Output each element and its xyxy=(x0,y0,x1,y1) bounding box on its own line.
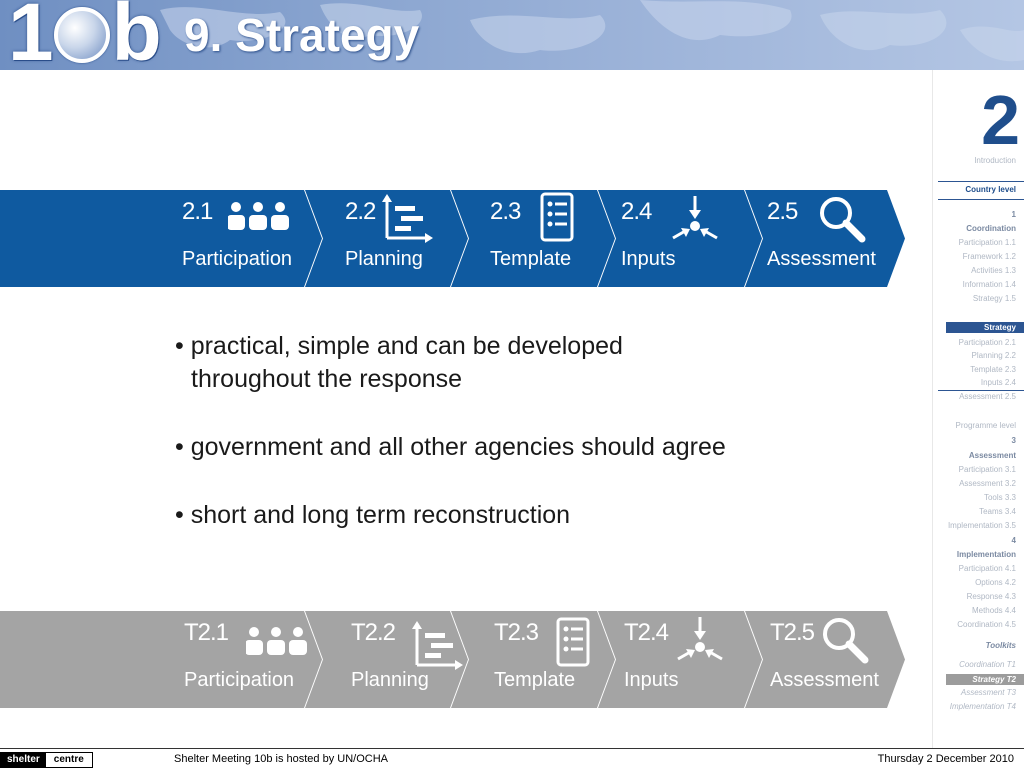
sidebar-item-assessment-3-2[interactable]: Assessment 3.2 xyxy=(959,479,1016,488)
sidebar-item-framework-1-2[interactable]: Framework 1.2 xyxy=(962,252,1016,261)
sidebar-item-implementation[interactable]: Implementation xyxy=(956,550,1016,559)
step-2-4[interactable] xyxy=(621,190,771,287)
step-label: Assessment xyxy=(767,248,876,270)
sidebar-item-implementation-3-5[interactable]: Implementation 3.5 xyxy=(947,521,1016,530)
bullet-item: • short and long term reconstruction xyxy=(175,501,571,529)
step-2-1[interactable] xyxy=(182,190,332,287)
sidebar-item-information-1-4[interactable]: Information 1.4 xyxy=(962,280,1016,289)
step-2-2[interactable] xyxy=(345,190,495,287)
sidebar-item-strategy[interactable]: Strategy xyxy=(946,322,1024,333)
step-t2-5[interactable] xyxy=(770,611,920,708)
step-label: Template xyxy=(490,248,572,270)
step-number: 2.1 xyxy=(182,198,213,225)
page-title: 9. Strategy xyxy=(184,9,420,61)
sidebar-divider xyxy=(938,181,1024,182)
bullet-item: • practical, simple and can be developed throughout the response xyxy=(175,332,623,393)
sidebar-item-coordination-4-5[interactable]: Coordination 4.5 xyxy=(957,620,1016,629)
sidebar-item-implementation-t4[interactable]: Implementation T4 xyxy=(949,702,1016,711)
step-label: Assessment xyxy=(770,669,879,691)
toolkit-steps-band xyxy=(0,611,905,708)
step-t2-4[interactable] xyxy=(624,611,774,708)
step-2-5[interactable] xyxy=(767,190,917,287)
step-t2-2[interactable] xyxy=(351,611,501,708)
step-label: Planning xyxy=(345,248,423,270)
globe-icon xyxy=(54,7,110,63)
step-number: T2.1 xyxy=(184,619,229,646)
step-t2-3[interactable] xyxy=(494,611,644,708)
bullet-list xyxy=(175,330,875,567)
event-logo: 1 b xyxy=(8,0,160,70)
bullet-item: • government and all other agencies should agree xyxy=(175,433,726,461)
sidebar-item-planning-2-2[interactable]: Planning 2.2 xyxy=(971,351,1016,360)
footer-host-text: Shelter Meeting 10b is hosted by UN/OCHA xyxy=(174,753,388,765)
sidebar-item-4[interactable]: 4 xyxy=(1011,536,1016,545)
sidebar-item-methods-4-4[interactable]: Methods 4.4 xyxy=(971,606,1016,615)
section-sidebar xyxy=(932,70,1024,748)
sidebar-item-country-level[interactable]: Country level xyxy=(965,185,1016,194)
sidebar-item-coordination-t1[interactable]: Coordination T1 xyxy=(959,660,1016,669)
step-number: 2.3 xyxy=(490,198,521,225)
sidebar-item-coordination[interactable]: Coordination xyxy=(966,224,1016,233)
sidebar-item-participation-4-1[interactable]: Participation 4.1 xyxy=(958,564,1016,573)
sidebar-item-assessment-t3[interactable]: Assessment T3 xyxy=(960,688,1016,697)
sidebar-item-strategy-t2[interactable]: Strategy T2 xyxy=(946,674,1024,685)
step-number: T2.4 xyxy=(624,619,669,646)
step-number: 2.4 xyxy=(621,198,652,225)
sidebar-item-inputs-2-4[interactable]: Inputs 2.4 xyxy=(980,378,1016,387)
shelter-centre-logo: shelter centre xyxy=(0,752,93,768)
sidebar-item-strategy-1-5[interactable]: Strategy 1.5 xyxy=(972,294,1016,303)
sidebar-item-participation-3-1[interactable]: Participation 3.1 xyxy=(958,465,1016,474)
step-label: Planning xyxy=(351,669,429,691)
section-number: 2 xyxy=(981,81,1020,159)
sidebar-item-1[interactable]: 1 xyxy=(1011,210,1016,219)
step-t2-1[interactable] xyxy=(184,611,334,708)
sidebar-item-participation-1-1[interactable]: Participation 1.1 xyxy=(958,238,1016,247)
sidebar-item-options-4-2[interactable]: Options 4.2 xyxy=(975,578,1016,587)
sidebar-divider xyxy=(938,199,1024,200)
step-number: 2.5 xyxy=(767,198,798,225)
step-number: T2.2 xyxy=(351,619,396,646)
sidebar-item-response-4-3[interactable]: Response 4.3 xyxy=(966,592,1016,601)
strategy-steps-band xyxy=(0,190,905,287)
step-number: 2.2 xyxy=(345,198,376,225)
sidebar-divider xyxy=(938,390,1024,391)
step-label: Template xyxy=(494,669,576,691)
step-label: Inputs xyxy=(621,248,676,270)
step-2-3[interactable] xyxy=(490,190,640,287)
header-banner xyxy=(0,0,1024,70)
sidebar-item-assessment-2-5[interactable]: Assessment 2.5 xyxy=(959,392,1016,401)
sidebar-item-tools-3-3[interactable]: Tools 3.3 xyxy=(983,493,1016,502)
sidebar-item-introduction[interactable]: Introduction xyxy=(974,156,1016,165)
step-number: T2.5 xyxy=(770,619,815,646)
footer xyxy=(0,748,1024,768)
sidebar-item-template-2-3[interactable]: Template 2.3 xyxy=(970,365,1016,374)
sidebar-item-activities-1-3[interactable]: Activities 1.3 xyxy=(971,266,1016,275)
footer-date: Thursday 2 December 2010 xyxy=(877,753,1014,765)
step-number: T2.3 xyxy=(494,619,539,646)
sidebar-item-teams-3-4[interactable]: Teams 3.4 xyxy=(979,507,1016,516)
step-label: Participation xyxy=(182,248,293,270)
sidebar-item-toolkits[interactable]: Toolkits xyxy=(985,641,1016,650)
sidebar-item-assessment[interactable]: Assessment xyxy=(968,451,1016,460)
sidebar-item-programme-level[interactable]: Programme level xyxy=(955,421,1016,430)
sidebar-item-participation-2-1[interactable]: Participation 2.1 xyxy=(958,338,1016,347)
step-label: Participation xyxy=(184,669,295,691)
sidebar-item-3[interactable]: 3 xyxy=(1011,436,1016,445)
step-label: Inputs xyxy=(624,669,679,691)
